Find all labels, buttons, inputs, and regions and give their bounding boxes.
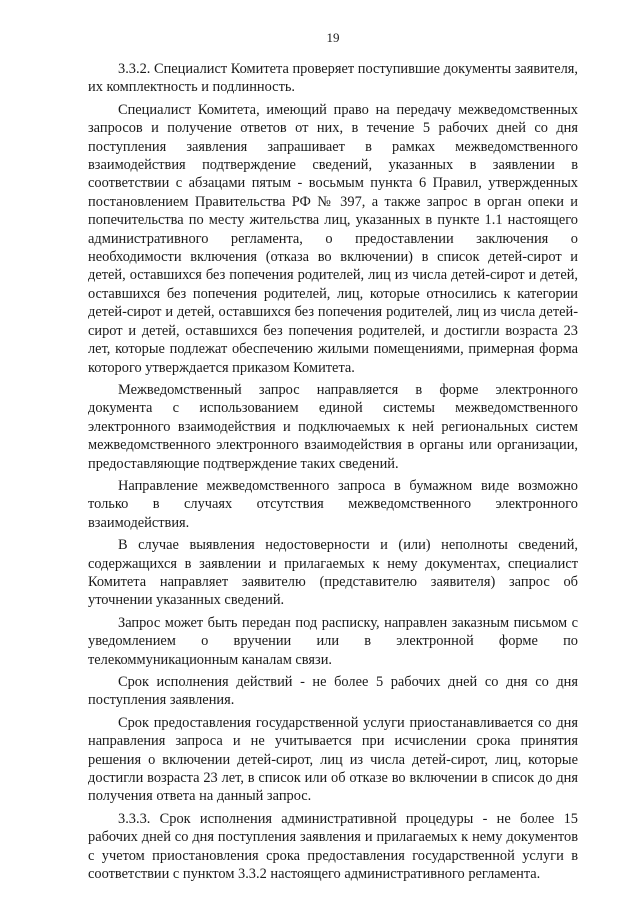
- paragraph-electronic-request: Межведомственный запрос направляется в форме электронного документа с использованием единой системы межведомственного электронного взаимодействия и подключаемых к ней региональных систем межведомственного электронного взаимодействия в органы или организации, предоставляющие подтверждение таких сведений.: [88, 381, 578, 472]
- paragraph-3-3-3: 3.3.3. Срок исполнения административной процедуры - не более 15 рабочих дней со дня поступления заявления и прилагаемых к нему документов с учетом приостановления срока предоставления государственной услуги в соответствии с пунктом 3.3.2 настоящего административного регламента.: [88, 810, 578, 883]
- paragraph-paper-request: Направление межведомственного запроса в бумажном виде возможно только в случаях отсутствия межведомственного электронного взаимодействия.: [88, 477, 578, 531]
- page-number: 19: [326, 30, 340, 45]
- paragraph-committee-specialist-request: Специалист Комитета, имеющий право на передачу межведомственных запросов и получение ответов от них, в течение 5 рабочих дней со дня поступления заявления запрашивает в рамках межведомственного взаимодействия подтверждение сведений, указанных в заявлении в соответствии с абзацами пятым - восьмым пункта 6 Правил, утвержденных постановлением Правительства РФ № 397, а также запрос в орган опеки и попечительства по месту жительства лиц, указанных в пункте 1.1 настоящего административного регламента, о предоставлении заключения о необходимости включения (отказа во включении) в список детей-сирот и детей, оставшихся без попечения родителей, лиц из числа детей-сирот и детей, оставшихся без попечения родителей, лиц, которые относились к категории детей-сирот и детей, оставшихся без попечения родителей, лиц из числа детей-сирот и детей, оставшихся без попечения родителей, и достигли возраста 23 лет, которые подлежат обеспечению жилыми помещениями, примерная форма которого утверждается приказом Комитета.: [88, 101, 578, 376]
- paragraph-action-deadline: Срок исполнения действий - не более 5 рабочих дней со дня со дня поступления заявления.: [88, 674, 578, 709]
- document-page: [88, 30, 578, 883]
- paragraph-service-suspension: Срок предоставления государственной услуги приостанавливается со дня направления запроса и не учитывается при исчислении срока принятия решения о включении детей-сирот, лиц из числа детей-сирот, лиц, которые достигли возраста 23 лет, в список или об отказе во включении в список до дня получения ответа на данный запрос.: [88, 714, 578, 805]
- paragraph-request-delivery: Запрос может быть передан под расписку, направлен заказным письмом с уведомлением о вручении или в электронной форме по телекоммуникационным каналам связи.: [88, 614, 578, 668]
- paragraph-3-3-2: 3.3.2. Специалист Комитета проверяет поступившие документы заявителя, их комплектность и подлинность.: [88, 61, 578, 96]
- paragraph-incomplete-info: В случае выявления недостоверности и (или) неполноты сведений, содержащихся в заявлении и прилагаемых к нему документах, специалист Комитета направляет заявителю (представителю заявителя) запрос об уточнении указанных сведений.: [88, 537, 578, 609]
